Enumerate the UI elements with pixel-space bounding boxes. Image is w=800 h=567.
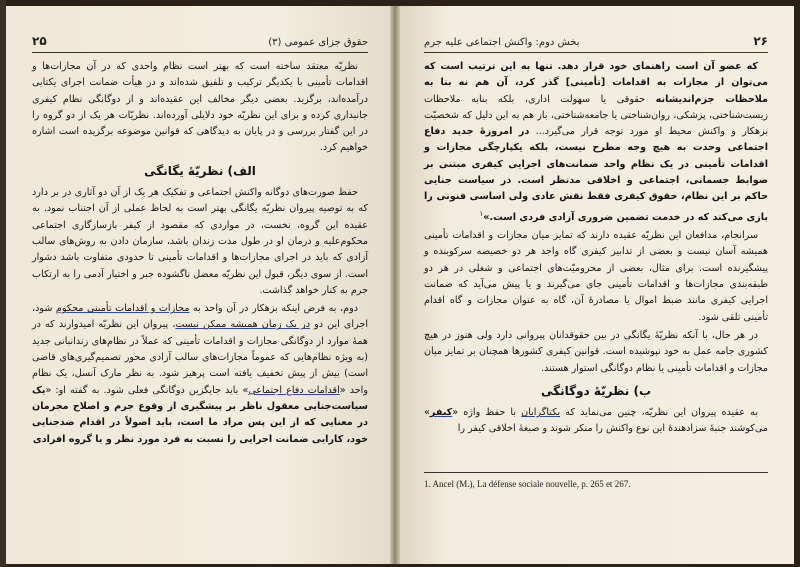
underlined-text: در یک زمان همیشه ممکن نیست	[175, 319, 310, 331]
left-paragraph-2: حفظ صورت‌های دوگانه واکنش اجتماعی و تفکیک هر یک از آن دو آثاری در بر دارد که به توصیه پیروان نظریّه یگانگی بهتر است به لحاظ عملی از آن اجتناب نمود. به عقیده این گروه، نخست، در مواردی که مقصود از کیفر بازسازگاری اجتماعی محکوم‌علیه و درمان او در طول مدت زندان باشد، سازمان دادن به روش‌های سالب آزادی که باید در اجرای مجازات‌ها و اقدامات تأمینی تا حدودی متفاوت باشد دشوار است. از سوی دیگر، قبول این نظریّه معضل ناگشوده جبر و اختیار آدمی را به ارتکاب جرم به کنار خواهد گذاشت.	[32, 187, 368, 296]
text-run: شود، اجرای این دو	[32, 303, 368, 331]
right-paragraph-3: در هر حال، با آنکه نظریّهٔ یگانگی در بین حقوقدانان پیروانی دارد ولی هنوز در هیچ کشوری جامه عمل به خود نپوشیده است. قوانین کیفری کشورها همچنان بر تمایز میان مجازات و اقدامات تأمینی یا نظام دوگانگی استوار هستند.	[424, 329, 768, 374]
right-section-heading: ب) نظریّهٔ دوگانگی	[540, 383, 652, 398]
book-gutter	[390, 6, 400, 564]
bold-quote: یک سیاست‌جنایی معقول ناظر بر پیشگیری از وقوع جرم و اصلاح مجرمان در معنایی که از این پس مراد ما است، باید اصولاً در اقدام ضدجنایی خود، کارایی ضمانت اجرایی را نسبت به فرد مورد نظر و یا گروه افرادی	[32, 384, 368, 445]
bold-quote: در امروزهٔ جدید دفاع اجتماعی وحدت به هیچ وجه مطرح نیست، بلکه یکپارچگی مجازات و اقدامات تأمینی در یک نظام واحد ضمانت‌های اجرایی کیفری مبتنی بر ضوابط جسمانی، اجتماعی و اخلاقی مدنظر است. در سیاست جنایی حاکم بر این نظام، حقوق کیفری فقط نقش عادی ولی اساسی فنونی را بازی می‌کند که در خدمت تضمین ضروری آزادی فردی است.»	[424, 126, 768, 223]
text-run: ، پیروان این نظریّه امیدوارند که در همهٔ موارد از دوگانگی مجازات و اقدامات تأمینی که عملاً در نظام‌های زندانبانی جدید (به ویژه نظام‌هایی که عموماً مجازات‌های سالب آزادی محور تصمیم‌گیری‌های قاضی است) بیش از پیش تخفیف یافته است پرهیز شود. به نظر مارک آنسل، یک نظام واحد «	[32, 319, 368, 396]
left-paragraph-1: نظریّه معتقد ساخته است که بهتر است نظام واحدی که در آن مجازات‌ها و اقدامات تأمینی با یکدیگر ترکیب و تلفیق شده‌اند و در هیأت ضمانت اجرای یکتایی درآمده‌اند، برگزید. بعضی دیگر مخالف این عقیده‌اند و از دوگانگی نظام کیفری جانبداری کرده و برای این نظریّه خود دلایلی آورده‌اند. نظریّات هر یک از دو گروه را در این گفتار بررسی و در پایان به دیدگاهی که قوانین موضوعه برگزیده است اشاره خواهیم کرد.	[32, 61, 368, 154]
right-running-title: بخش دوم: واکنش اجتماعی علیه جرم	[424, 37, 580, 48]
text-run: » باید جایگزین دوگانگی فعلی شود. به گفته او: «	[45, 384, 249, 396]
underlined-text: مجازات و اقدامات تأمینی محکوم	[55, 303, 190, 315]
underlined-text: اقدامات دفاع اجتماعی	[248, 384, 340, 396]
right-page-number: ۲۶	[753, 34, 768, 48]
left-section-heading: الف) نظریّهٔ یگانگی	[144, 163, 256, 178]
footnote-marker: ۱	[479, 209, 484, 218]
bold-quote: که عضو آن است راهنمای خود قرار دهد. تنها به این ترتیب است که می‌توان از مجازات به اقدامات [تأمینی] گذر کرد، آن هم نه بنا به ملاحظات جزم‌اندیشانه	[424, 61, 768, 105]
left-body	[32, 59, 368, 448]
left-paragraph-3	[32, 301, 368, 448]
text-run: دوم، به فرض اینکه بزهکار در آن واحد به	[189, 303, 358, 315]
right-paragraph-1	[424, 59, 768, 226]
right-paragraph-4	[424, 405, 768, 438]
right-running-header	[424, 14, 768, 53]
right-page	[400, 6, 794, 564]
right-paragraph-2: سرانجام، مدافعان این نظریّه عقیده دارند که تمایز میان مجازات و اقدامات تأمینی همیشه آسان نیست و بعضی از تدابیر کیفری گاه واجد هر دو خصیصه سرکوبنده و پیشگیرنده است. برای مثال، بعضی از محرومیّت‌های اجتماعی و شغلی در هر دو طبقه‌بندی مجازات‌ها و اقدامات تأمینی جای می‌گیرند و یا پیش می‌آید که ضمانت اجرایی کیفری مانند ضبط اموال یا مصادرهٔ آن، گاه به عنوان مجازات و گاه اقدام تأمینی تلقی شود.	[424, 230, 768, 323]
left-running-title: حقوق جزای عمومی (۳)	[268, 37, 368, 48]
circled-word: کیفر	[429, 407, 453, 419]
text-run: به عقیده پیروان این نظریّه، چنین می‌نماید که	[560, 407, 758, 419]
underlined-text: یکتاگرایان	[521, 407, 561, 419]
left-page	[6, 6, 390, 564]
text-run: با حفظ واژه «	[452, 407, 522, 419]
left-running-header	[32, 14, 368, 53]
footnote: 1. Ancel (M.), La défense sociale nouvelle, p. 265 et 267.	[424, 472, 768, 489]
text-run: » می‌کوشند جنبهٔ سزادهندهٔ این نوع واکنش را منکر شوند و صبغهٔ اخلاقی کیفر را	[424, 407, 768, 435]
right-body	[424, 59, 768, 438]
text-run: حقوقی یا سهولت اداری، بلکه بنابه ملاحظات زیست‌شناختی، پزشکی، روان‌شناختی یا جامعه‌شناختی، باز هم به این دلیل که شخصیّت بزهکار و واکنش محیط او مورد توجه قرار می‌گیرد...	[424, 93, 768, 138]
left-page-number: ۲۵	[32, 34, 47, 48]
